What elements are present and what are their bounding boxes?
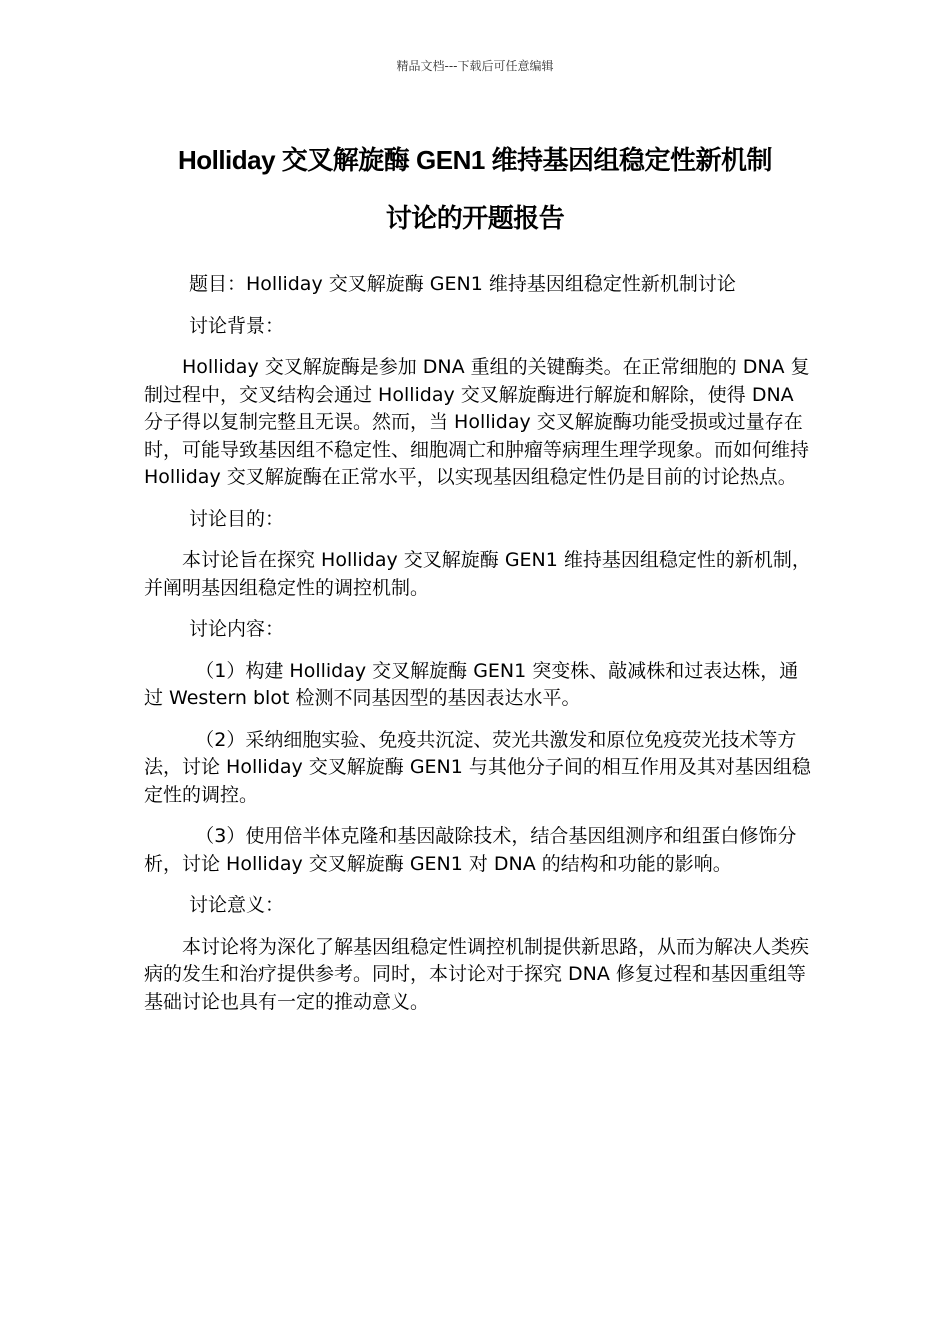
content-item-3: （3）使用倍半体克隆和基因敲除技术，结合基因组测序和组蛋白修饰分析，讨论 Holliday 交叉解旋酶 GEN1 对 DNA 的结构和功能的影响。 (144, 825, 797, 875)
background-paragraph: Holliday 交叉解旋酶是参加 DNA 重组的关键酶类。在正常细胞的 DNA 复制过程中，交叉结构会通过 Holliday 交叉解旋酶进行解旋和解除，使得 DNA 分子得以复制完整且无误。然而，当 Holliday 交叉解旋酶功能受损或过量存在时，可能导致基因组不稳定性、细胞凋亡和肿瘤等病理生理学现象。而如何维持 Holliday 交叉解旋酶在正常水平，以实现基因组稳定性仍是目前的讨论热点。 (144, 356, 810, 488)
significance-heading: 讨论意义： (189, 894, 285, 916)
background-heading: 讨论背景： (189, 314, 285, 337)
significance-paragraph: 本讨论将为深化了解基因组稳定性调控机制提供新思路，从而为解决人类疾病的发生和治疗提供参考。同时，本讨论对于探究 DNA 修复过程和基因重组等基础讨论也具有一定的推动意义。 (144, 935, 810, 1013)
content-item-2: （2）采纳细胞实验、免疫共沉淀、荧光共激发和原位免疫荧光技术等方法，讨论 Holliday 交叉解旋酶 GEN1 与其他分子间的相互作用及其对基因组稳定性的调控。 (144, 728, 811, 806)
header-note: 精品文档---下载后可任意编辑 (396, 59, 554, 73)
document-title-line-2: 讨论的开题报告 (385, 203, 565, 233)
purpose-heading: 讨论目的： (189, 507, 285, 530)
topic-line: 题目：Holliday 交叉解旋酶 GEN1 维持基因组稳定性新机制讨论 (189, 273, 736, 295)
content-heading: 讨论内容： (189, 618, 285, 640)
document-body (144, 271, 814, 1030)
purpose-paragraph: 本讨论旨在探究 Holliday 交叉解旋酶 GEN1 维持基因组稳定性的新机制，并阐明基因组稳定性的调控机制。 (144, 549, 811, 599)
content-item-1: （1）构建 Holliday 交叉解旋酶 GEN1 突变株、敲减株和过表达株，通过 Western blot 检测不同基因型的基因表达水平。 (144, 659, 799, 709)
document-title-line-1: Holliday 交叉解旋酶 GEN1 维持基因组稳定性新机制 (177, 145, 773, 175)
